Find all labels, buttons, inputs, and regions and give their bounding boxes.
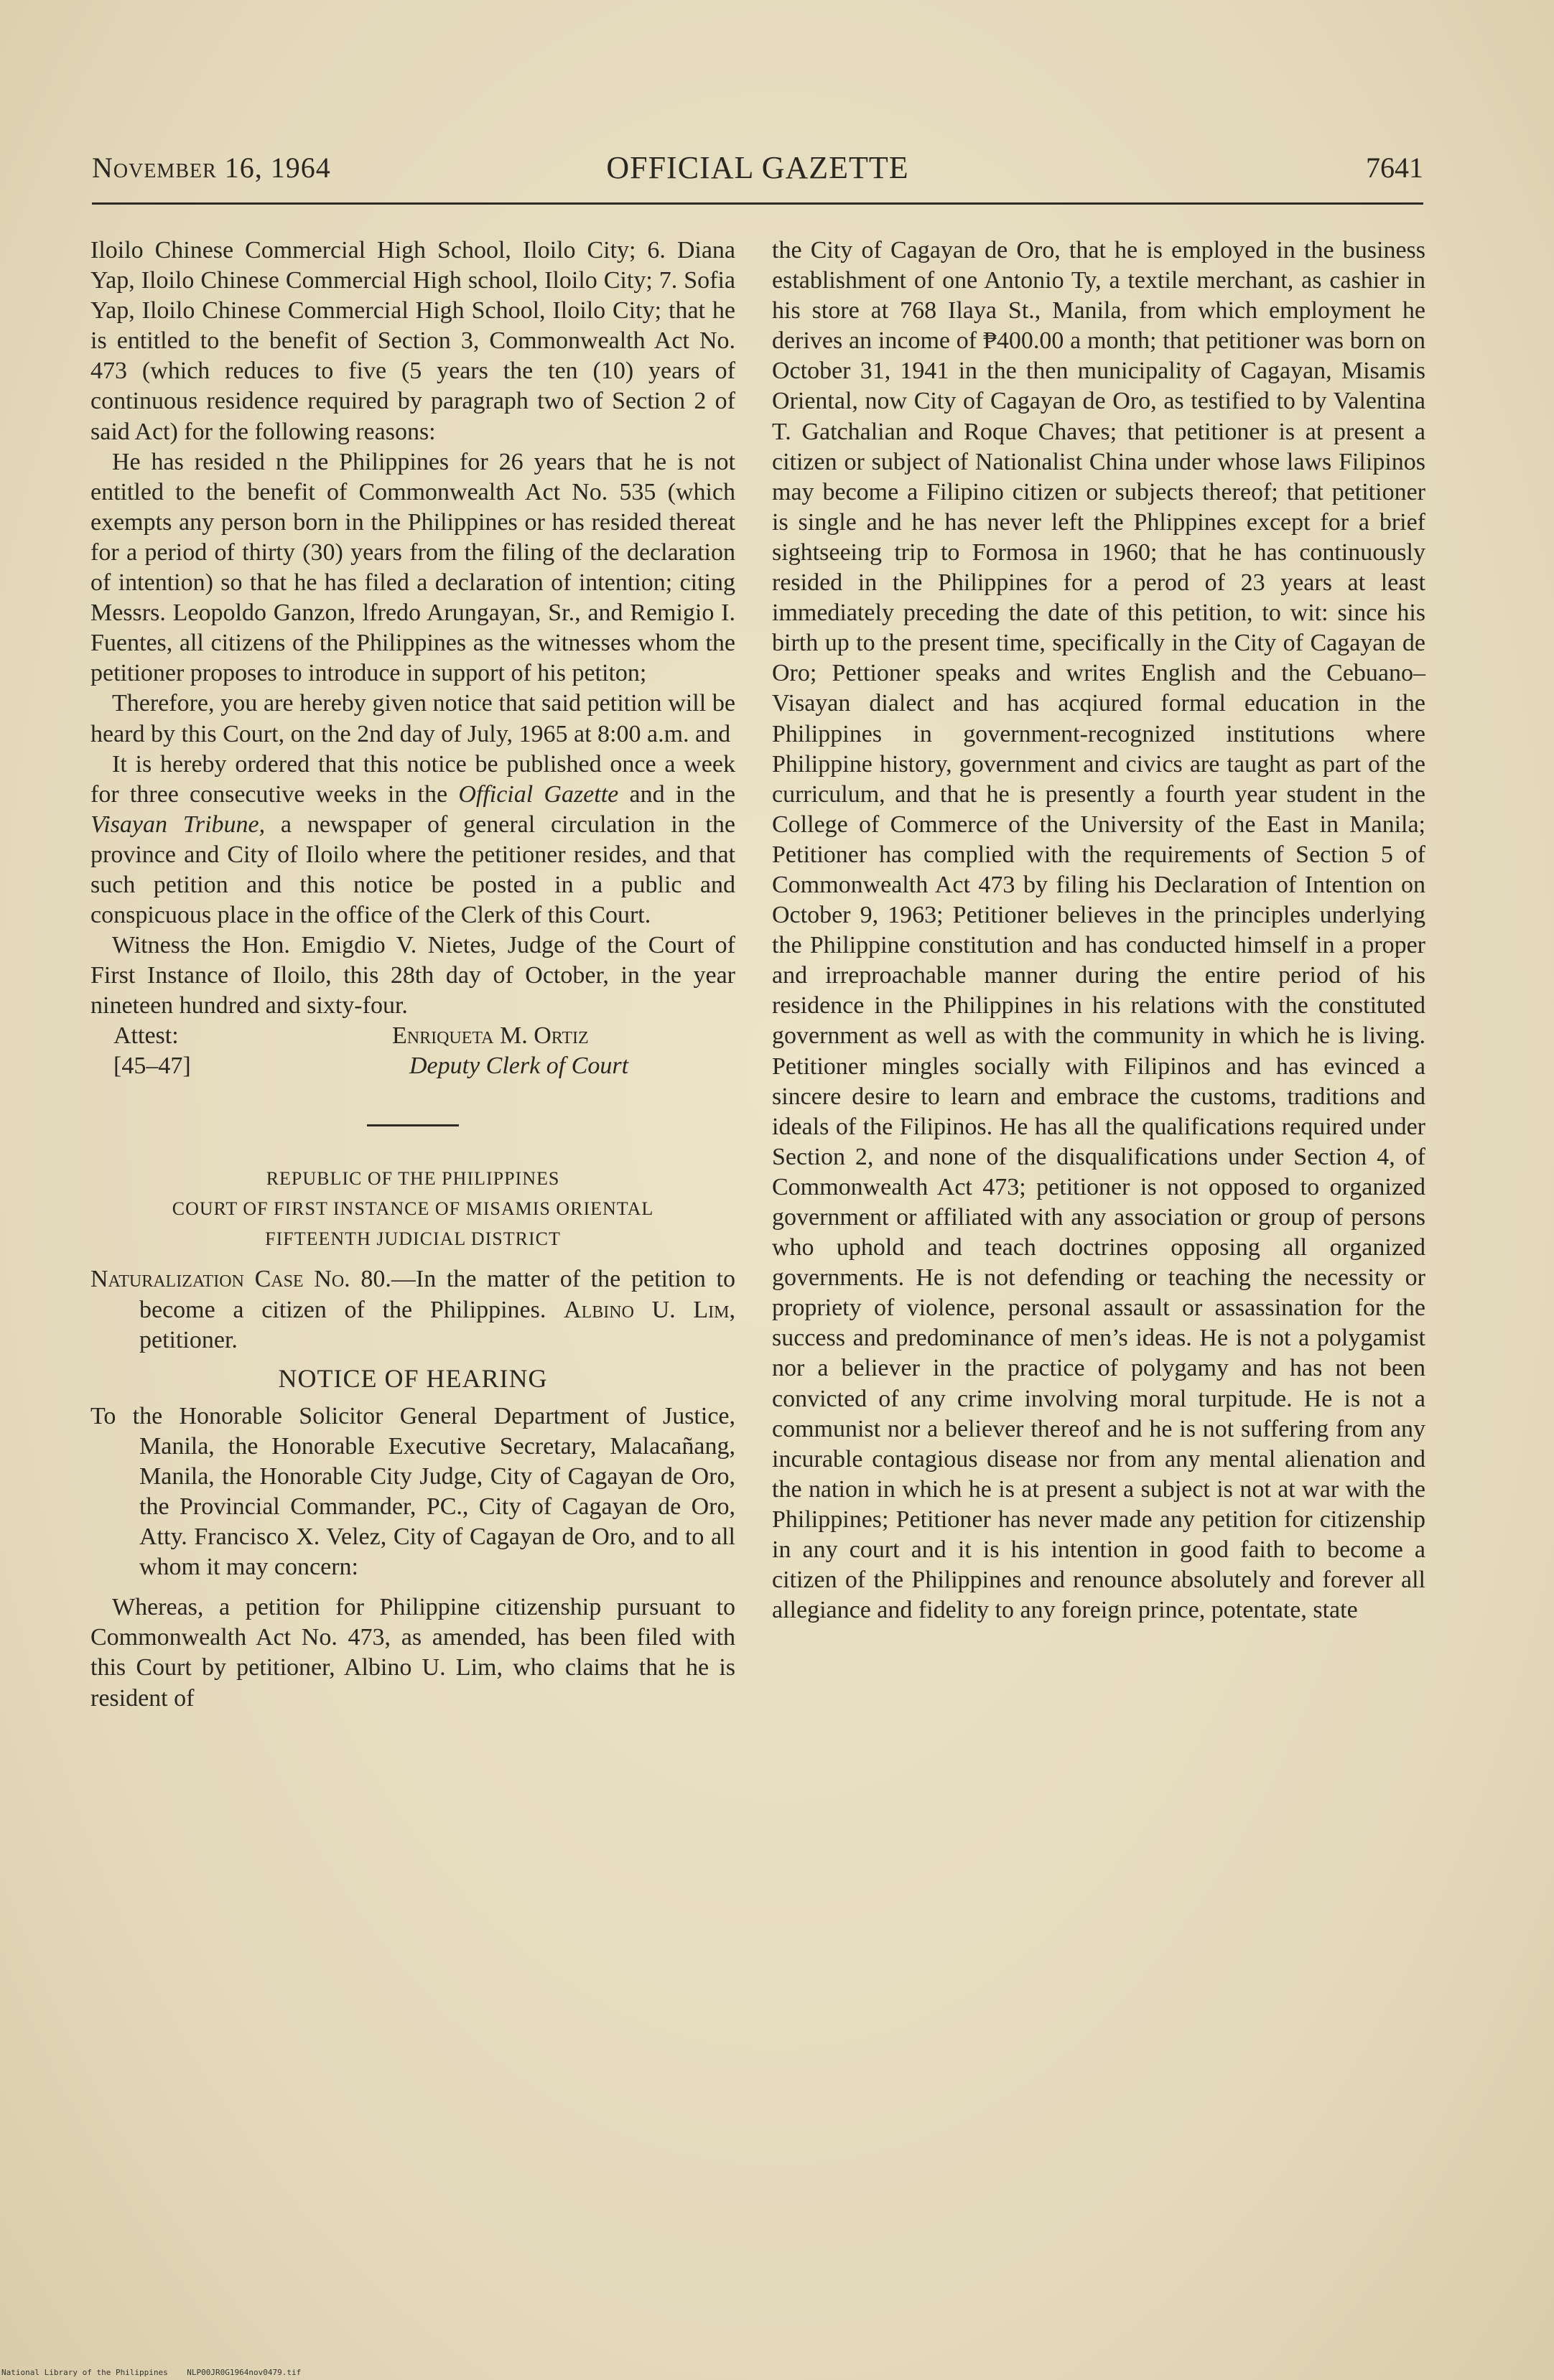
file-name: NLP00JR0G1964nov0479.tif [187, 2368, 302, 2377]
header-rule [92, 202, 1423, 205]
page-header [92, 148, 1423, 191]
paragraph: It is hereby ordered that this notice be published once a week for three consecutive weeks in the Official Gazette and in the Visayan Tribune, a newspaper of general circulation in the province and City of Iloilo where the petitioner resides, and that such petition and this notice be posted in a public and conspicuous place in the office of the Clerk of this Court. [90, 750, 735, 929]
publication-name: Official Gazette [458, 780, 619, 808]
reference-number: [45–47] [113, 1053, 191, 1080]
case-title: Naturalization Case No. 80.—In the matter of the petition to become a citizen of the Philippines. Albino U. Lim, petitioner. [90, 1266, 736, 1353]
signatory-title: Deputy Clerk of Court [409, 1053, 629, 1080]
scan-footer [1, 2368, 301, 2377]
publication-title: OFFICIAL GAZETTE [606, 150, 909, 185]
publication-name: Visayan Tribune, [90, 811, 266, 838]
paragraph: Whereas, a petition for Philippine citizenship pursuant to Commonwealth Act No. 473, as amended, has been filed with this Court by petitioner, Albino U. Lim, who claims that he is resident of [90, 1594, 735, 1712]
paragraph: the City of Cagayan de Oro, that he is employed in the business establishment of one Antonio Ty, a textile merchant, as cashier in his store at 768 Ilaya St., Manila, from which employment he derives an income of ₱400.00 a month; that petitioner was born on October 31, 1941 in the then municipality of Cagayan, Misamis Oriental, now City of Cagayan de Oro, as testified to by Valentina T. Gatchalian and Roque Chaves; that petitioner is at present a citizen or subject of Nationalist China under whose laws Filipinos may become a Filipino citizen or subjects thereof; that petitioner is single and he has never left the Phlippines except for a brief sightseeing trip to Formosa in 1960; that he has continuously resided in the Philippines for a perod of 23 years at least immediately preceding the date of this petition, to wit: since his birth up to the present time, specifically in the City of Cagayan de Oro; Pettioner speaks and writes English and the Cebuano–Visayan dialect and has acqiured formal education in the Philippines in government-recognized institutions where Philippine history, government and civics are taught as part of the curriculum, and that he is presently a fourth year student in the College of Commerce of the University of the East in Manila; Petitioner has complied with the requirements of Section 5 of Commonwealth Act 473 by filing his Declaration of Intention on October 9, 1963; Petitioner believes in the principles underlying the Philippine constitution and has conducted himself in a proper and irreproachable manner during the entire period of his residence in the Philippines in his relations with the constituted government as well as with the community in which he is living. Petitioner mingles socially with Filipinos and has evinced a sincere desire to learn and embrace the customs, traditions and ideals of the Filipinos. He has all the qualifications required under Section 2, and none of the disqualifications under Section 4, of Commonwealth Act 473; petitioner is not opposed to organized government or affiliated with any association or group of persons who uphold and teach doctrines opposing all organized governments. He is not defending or teaching the necessity or propriety of violence, personal assault or assassination for the success and predominance of men’s ideas. He is not a polygamist nor a believer in the practice of polygamy and has not been convicted of any crime involving moral turpitude. He is not a communist nor a believer thereof and he is not suffering from any incurable contagious disease nor from any mental alienation and the nation in which he is at present a subject is not at war with the Philippines; Petitioner has never made any petition for citizenship in any court and it is his intention in good faith to become a citizen of the Philippines and renounce absolutely and forever all allegiance and fidelity to any foreign prince, potentate, state [772, 237, 1425, 1624]
library-name: National Library of the Philippines [1, 2368, 168, 2377]
paragraph: Witness the Hon. Emigdio V. Nietes, Judge of the Court of First Instance of Iloilo, this 28th day of October, in the year nineteen hundred and sixty-four. [90, 932, 735, 1019]
court-heading: REPUBLIC OF THE PHILIPPINES [266, 1168, 560, 1190]
section-divider [367, 1124, 459, 1126]
issue-date: November 16, 1964 [92, 151, 331, 184]
right-column [772, 235, 1425, 1625]
paragraph: He has resided n the Philippines for 26 years that he is not entitled to the benefit of Commonwealth Act No. 535 (which exempts any person born in the Philippines or has resided thereat for a period of thirty (30) years from the filing of the declaration of intention) so that he has filed a declaration of intention; citing Messrs. Leopoldo Ganzon, lfredo Arungayan, Sr., and Remigio I. Fuentes, all citizens of the Philippines as the witnesses whom the petitioner proposes to introduce in support of his petiton; [90, 448, 735, 687]
paragraph: Therefore, you are hereby given notice that said petition will be heard by this Court, on the 2nd day of July, 1965 at 8:00 a.m. and [90, 690, 735, 747]
court-heading: FIFTEENTH JUDICIAL DISTRICT [265, 1228, 561, 1250]
left-column [90, 235, 735, 1714]
signatory-name: Enriqueta M. Ortiz [392, 1022, 589, 1050]
address-paragraph: To the Honorable Solicitor General Department of Justice, Manila, the Honorable Executive Secretary, Malacañang, Manila, the Honorable City Judge, City of Cagayan de Oro, the Provincial Commander, PC., City of Cagayan de Oro, Atty. Francisco X. Velez, City of Cagayan de Oro, and to all whom it may concern: [90, 1402, 735, 1581]
attestation-block [90, 1021, 735, 1084]
petitioner-name: Albino U. Lim [564, 1296, 730, 1323]
notice-title: NOTICE OF HEARING [278, 1363, 548, 1393]
case-label: Naturalization Case No. 80. [90, 1266, 391, 1293]
paragraph: Iloilo Chinese Commercial High School, Iloilo City; 6. Diana Yap, Iloilo Chinese Commercial High school, Iloilo City; 7. Sofia Yap, Iloilo Chinese Commercial High School, Iloilo City; that he is entitled to the benefit of Section 3, Commonwealth Act No. 473 (which reduces to five (5 years the ten (10) years of continuous residence required by paragraph two of Section 2 of said Act) for the following reasons: [90, 237, 735, 445]
attest-label: Attest: [113, 1022, 179, 1050]
page-number: 7641 [1366, 151, 1423, 184]
court-heading: COURT OF FIRST INSTANCE OF MISAMIS ORIENTAL [172, 1198, 654, 1220]
